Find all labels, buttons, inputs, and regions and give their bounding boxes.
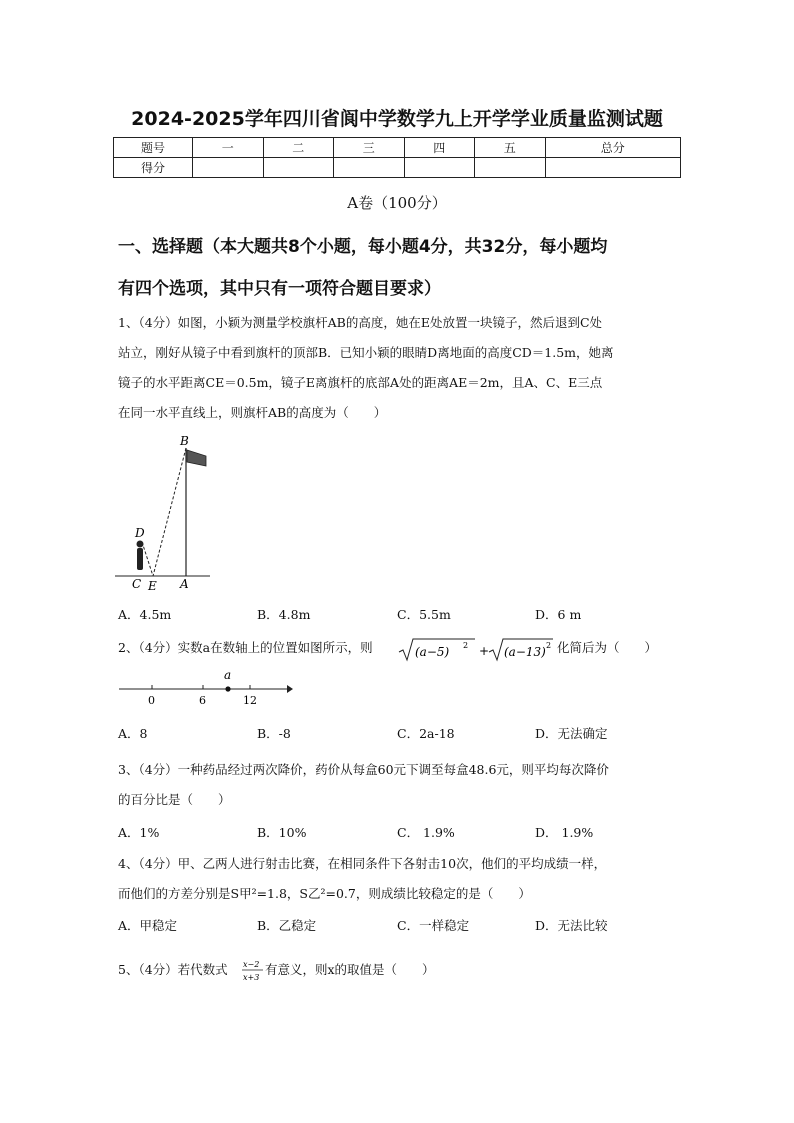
person-body [137, 548, 143, 570]
question-2-text [118, 636, 373, 660]
score-header-cell: 题号 [114, 138, 193, 158]
tick-label-0: 0 [148, 694, 155, 707]
part-heading-line1: 一、选择题（本大题共8个小题，每小题4分，共32分，每小题均 [118, 237, 608, 257]
flag [187, 450, 206, 466]
sight-line-be [153, 448, 186, 576]
question-1-option-a: A．4.5m [118, 607, 172, 622]
score-header-cell: 五 [475, 138, 546, 158]
tick-label-6: 6 [199, 694, 206, 707]
score-cell [404, 158, 475, 178]
score-header-cell: 二 [263, 138, 334, 158]
question-2-option-a: A．8 [118, 726, 148, 741]
score-header-cell: 一 [193, 138, 264, 158]
question-4-option-c: C．一样稳定 [397, 918, 470, 933]
section-title: A卷（100分） [347, 194, 447, 212]
number-line [115, 664, 295, 708]
question-2-prefix: 2、（4分）实数a在数轴上的位置如图所示，则 [118, 640, 373, 655]
score-cell [475, 158, 546, 178]
question-1-line3: 镜子的水平距离CE＝0.5m，镜子E离旗杆的底部A处的距离AE＝2m，且A、C、E三点 [118, 375, 603, 390]
question-1-line2: 站立，刚好从镜子中看到旗杆的顶部B．已知小颖的眼睛D离地面的高度CD＝1.5m，她离 [118, 345, 614, 360]
score-cell [334, 158, 405, 178]
question-3-option-a: A．1% [118, 825, 160, 840]
score-header-cell: 四 [404, 138, 475, 158]
score-table [113, 137, 681, 178]
question-2-option-c: C．2a-18 [397, 726, 455, 741]
question-1-option-c: C．5.5m [397, 607, 451, 622]
question-1-line4: 在同一水平直线上，则旗杆AB的高度为（ ） [118, 405, 387, 420]
fraction-numerator: x−2 [243, 960, 260, 969]
score-cell [193, 158, 264, 178]
fraction-denominator: x+3 [243, 973, 260, 982]
question-1-option-d: D．6 m [535, 607, 582, 622]
sight-line-de [142, 542, 153, 576]
score-table-header-row [114, 138, 681, 158]
question-1-option-b: B．4.8m [257, 607, 311, 622]
question-3-option-b: B．10% [257, 825, 307, 840]
question-4-option-b: B．乙稳定 [257, 918, 317, 933]
question-5-suffix: 有意义，则x的取值是（ ） [265, 962, 435, 977]
score-cell [263, 158, 334, 178]
question-5-fraction [241, 957, 265, 987]
person-head [137, 541, 144, 548]
formula-exp-2: 2 [546, 641, 552, 650]
tick-label-12: 12 [243, 694, 257, 707]
score-row-label: 得分 [114, 158, 193, 178]
question-4-option-a: A．甲稳定 [118, 918, 178, 933]
formula-term-2: (a−13) [504, 645, 546, 659]
flagpole-figure [110, 430, 220, 595]
page-title: 2024-2025学年四川省阆中学数学九上开学学业质量监测试题 [131, 108, 663, 130]
label-c: C [132, 577, 142, 591]
point-a [225, 686, 230, 691]
question-2-formula [397, 636, 557, 664]
question-1-line1: 1、（4分）如图，小颖为测量学校旗杆AB的高度，她在E处放置一块镜子，然后退到C处 [118, 315, 603, 330]
plus-sign: + [479, 644, 490, 658]
label-d: D [135, 526, 145, 540]
question-3-option-c: C． 1.9% [397, 825, 455, 840]
question-3-option-d: D． 1.9% [535, 825, 594, 840]
question-2-suffix: 化简后为（ ） [557, 640, 658, 655]
formula-exp-1: 2 [463, 641, 469, 650]
label-a: A [180, 577, 189, 591]
formula-term-1: (a−5) [415, 645, 450, 659]
question-2-option-b: B．-8 [257, 726, 291, 741]
question-4-line2: 而他们的方差分别是S甲²=1.8，S乙²=0.7，则成绩比较稳定的是（ ） [118, 886, 531, 901]
question-3-line1: 3、（4分）一种药品经过两次降价，药价从每盒60元下调至每盒48.6元，则平均每次降价 [118, 762, 609, 777]
question-4-option-d: D．无法比较 [535, 918, 608, 933]
label-b: B [180, 434, 189, 448]
part-heading-line2: 有四个选项，其中只有一项符合题目要求） [118, 279, 441, 299]
score-header-cell: 三 [334, 138, 405, 158]
question-3-line2: 的百分比是（ ） [118, 792, 231, 807]
number-line-arrow [287, 685, 293, 693]
score-cell [545, 158, 681, 178]
score-header-cell: 总分 [545, 138, 681, 158]
question-5-prefix: 5、（4分）若代数式 [118, 962, 228, 977]
score-table-row [114, 158, 681, 178]
point-a-label: a [224, 668, 232, 682]
question-4-line1: 4、（4分）甲、乙两人进行射击比赛，在相同条件下各射击10次，他们的平均成绩一样， [118, 856, 607, 871]
question-2-option-d: D．无法确定 [535, 726, 608, 741]
label-e: E [148, 579, 157, 593]
